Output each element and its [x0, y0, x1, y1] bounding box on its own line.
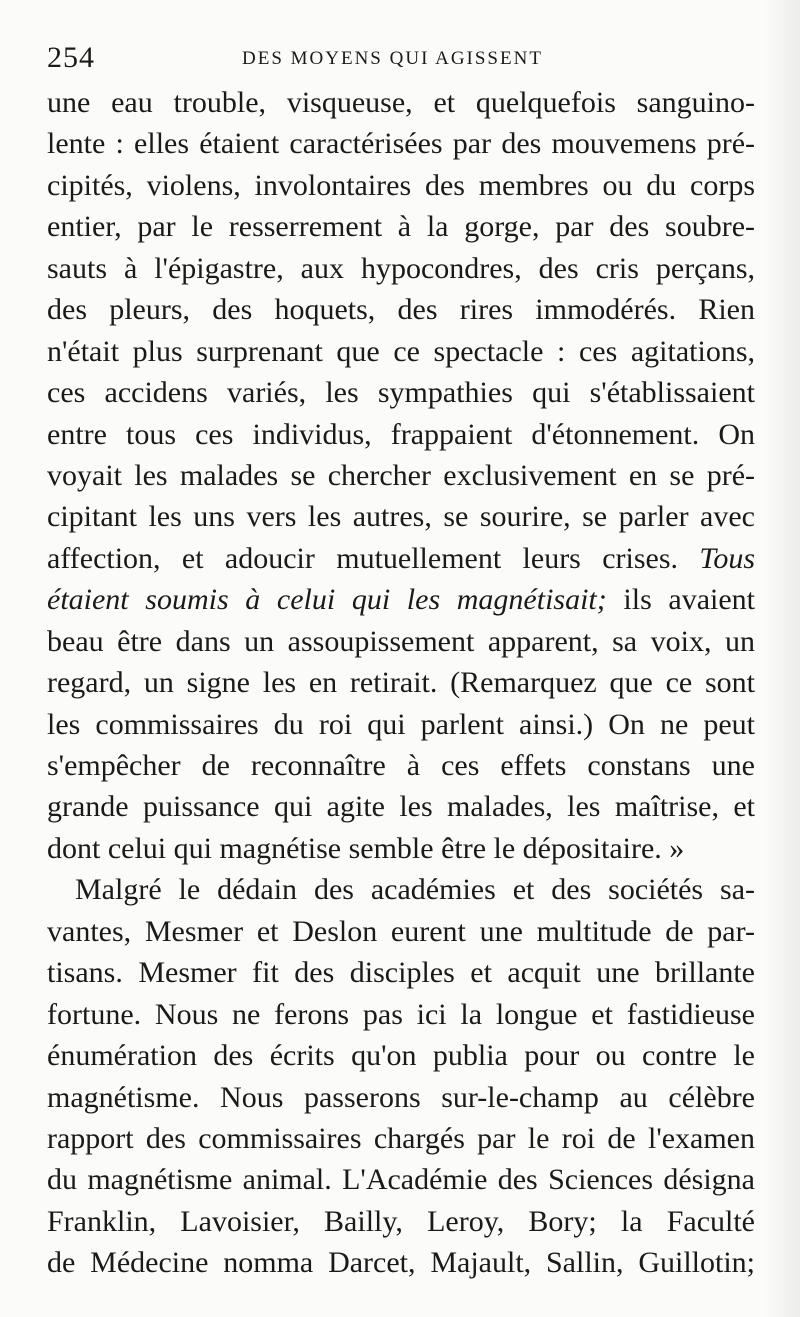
text-line: entier, par le resserrement à la gorge, par des soubre- [47, 210, 755, 244]
text-line: de Médecine nomma Darcet, Majault, Sallin, Guillotin; [47, 1246, 755, 1280]
text-line: beau être dans un assoupissement apparent, sa voix, un [47, 624, 755, 658]
body-text [47, 82, 755, 1284]
paragraph-start-line: Malgré le dédain des académies et des sociétés sa- [75, 873, 755, 907]
text-segment: ils avaient [623, 583, 756, 617]
italic-segment: Tous [699, 541, 755, 575]
text-line: voyait les malades se chercher exclusivement en se pré- [47, 458, 755, 492]
text-line: n'était plus surprenant que ce spectacle : ces agitations, [47, 334, 755, 368]
text-line: grande puissance qui agite les malades, les maîtrise, et [47, 790, 755, 824]
text-line: dont celui qui magnétise semble être le dépositaire. » [47, 831, 685, 865]
text-line: fortune. Nous ne ferons pas ici la longue et fastidieuse [47, 997, 755, 1031]
text-line: ces accidens variés, les sympathies qui s'établissaient [47, 376, 755, 410]
running-head: DES MOYENS QUI AGISSENT [242, 48, 543, 69]
text-line-mixed [47, 538, 755, 579]
text-line: tisans. Mesmer fit des disciples et acquit une brillante [47, 956, 755, 990]
text-line: une eau trouble, visqueuse, et quelquefois sanguino- [47, 86, 755, 119]
text-line: lente : elles étaient caractérisées par des mouvemens pré- [47, 127, 755, 161]
text-line: cipités, violens, involontaires des membres ou du corps [47, 168, 755, 202]
text-line: rapport des commissaires chargés par le roi de l'examen [47, 1121, 755, 1155]
text-segment: affection, et adoucir mutuellement leurs crises. [47, 541, 679, 575]
text-line: entre tous ces individus, frappaient d'étonnement. On [47, 417, 755, 451]
text-line: regard, un signe les en retirait. (Remarquez que ce sont [47, 666, 755, 700]
text-line: sauts à l'épigastre, aux hypocondres, des cris perçans, [47, 251, 755, 285]
italic-segment: étaient soumis à celui qui les magnétisait; [47, 583, 607, 617]
text-line: des pleurs, des hoquets, des rires immodérés. Rien [47, 293, 755, 327]
text-line: s'empêcher de reconnaître à ces effets constans une [47, 749, 755, 782]
text-line: magnétisme. Nous passerons sur-le-champ au célèbre [47, 1080, 755, 1114]
text-line-mixed [47, 579, 755, 620]
text-line: les commissaires du roi qui parlent ainsi.) On ne peut [47, 707, 755, 741]
page-number: 254 [47, 41, 95, 74]
text-line: énumération des écrits qu'on publia pour ou contre le [47, 1039, 755, 1073]
page-header [47, 40, 760, 76]
text-line: du magnétisme animal. L'Académie des Sciences désigna [47, 1163, 755, 1197]
page-edge-shadow [764, 0, 800, 1317]
text-line: Franklin, Lavoisier, Bailly, Leroy, Bory; la Faculté [47, 1204, 755, 1238]
text-line: cipitant les uns vers les autres, se sourire, se parler avec [47, 500, 755, 534]
text-line: vantes, Mesmer et Deslon eurent une multitude de par- [47, 914, 755, 948]
